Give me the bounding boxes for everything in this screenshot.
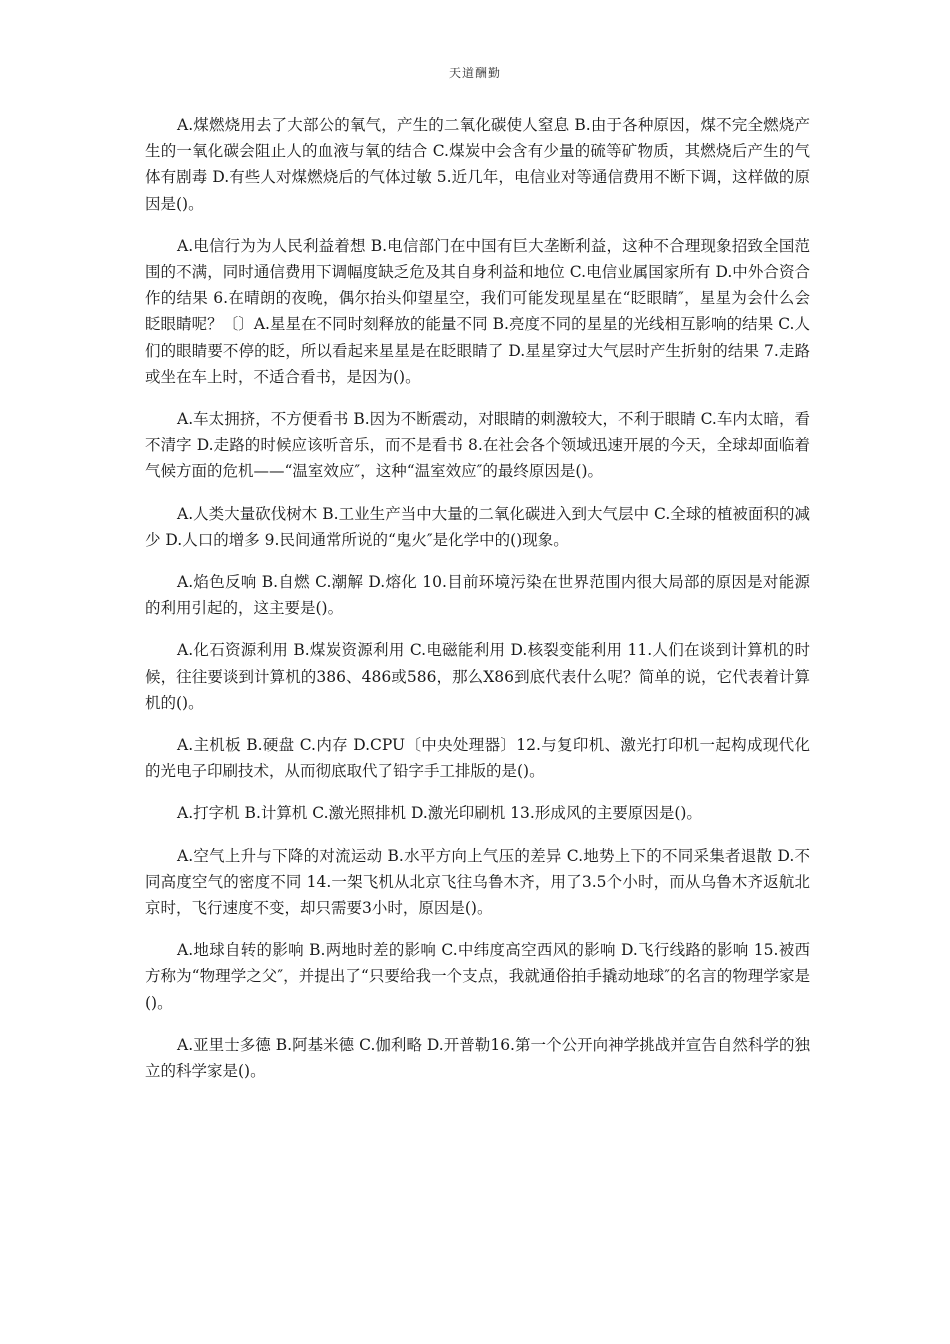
paragraph: A.亚里士多德 B.阿基米德 C.伽利略 D.开普勒16.第一个公开向神学挑战并宣告自然科学的独立的科学家是()。 xyxy=(145,1035,810,1081)
paragraph: A.打字机 B.计算机 C.激光照排机 D.激光印刷机 13.形成风的主要原因是()。 xyxy=(177,804,702,823)
paragraph: A.主机板 B.硬盘 C.内存 D.CPU〔中央处理器〕12.与复印机、激光打印机一起构成现代化的光电子印刷技术，从而彻底取代了铅字手工排版的是()。 xyxy=(145,736,810,781)
page-header: 天道酬勤 xyxy=(448,66,501,80)
paragraph: A.空气上升与下降的对流运动 B.水平方向上气压的差异 C.地势上下的不同采集者退散 D.不同高度空气的密度不同 14.一架飞机从北京飞往乌鲁木齐，用了3.5个小时，而从乌鲁木齐返航北京时，飞行速度不变，却只需要3小时，原因是()。 xyxy=(145,846,810,918)
paragraph: A.车太拥挤，不方便看书 B.因为不断震动，对眼睛的刺激较大，不利于眼睛 C.车内太暗，看不清字 D.走路的时候应该听音乐，而不是看书 8.在社会各个领域迅速开展的今天，全球却面临着气候方面的危机——“温室效应″，这种“温室效应″的最终原因是()。 xyxy=(145,410,810,481)
document-body xyxy=(145,112,810,1100)
paragraph: A.人类大量砍伐树木 B.工业生产当中大量的二氧化碳进入到大气层中 C.全球的植被面积的减少 D.人口的增多 9.民间通常所说的“鬼火″是化学中的()现象。 xyxy=(145,504,810,549)
paragraph: A.化石资源利用 B.煤炭资源利用 C.电磁能利用 D.核裂变能利用 11.人们在谈到计算机的时候，往往要谈到计算机的386、486或586，那么X86到底代表什么呢？简单的说，它代表着计算机的()。 xyxy=(145,641,810,712)
paragraph: A.焰色反响 B.自燃 C.潮解 D.熔化 10.目前环境污染在世界范围内很大局部的原因是对能源的利用引起的，这主要是()。 xyxy=(145,573,810,618)
paragraph: A.煤燃烧用去了大部公的氧气，产生的二氧化碳使人窒息 B.由于各种原因，煤不完全燃烧产生的一氧化碳会阻止人的血液与氧的结合 C.煤炭中会含有少量的硫等矿物质，其燃烧后产生的气体有剧毒 D.有些人对煤燃烧后的气体过敏 5.近几年，电信业对等通信费用不断下调，这样做的原因是()。 xyxy=(145,116,810,213)
paragraph: A.电信行为为人民利益着想 B.电信部门在中国有巨大垄断利益，这种不合理现象招致全国范围的不满，同时通信费用下调幅度缺乏危及其自身利益和地位 C.电信业属国家所有 D.中外合资合作的结果 6.在晴朗的夜晚，偶尔抬头仰望星空，我们可能发现星星在“眨眼睛″，星星为会什么会眨眼睛呢？〔〕A.星星在不同时刻释放的能量不同 B.亮度不同的星星的光线相互影响的结果 C.人们的眼睛要不停的眨，所以看起来星星是在眨眼睛了 D.星星穿过大气层时产生折射的结果 7.走路或坐在车上时，不适合看书，是因为()。 xyxy=(145,236,810,386)
paragraph: A.地球自转的影响 B.两地时差的影响 C.中纬度高空西风的影响 D.飞行线路的影响 15.被西方称为“物理学之父″，并提出了“只要给我一个支点，我就通俗拍手撬动地球″的名言的物理学家是()。 xyxy=(145,941,810,1012)
